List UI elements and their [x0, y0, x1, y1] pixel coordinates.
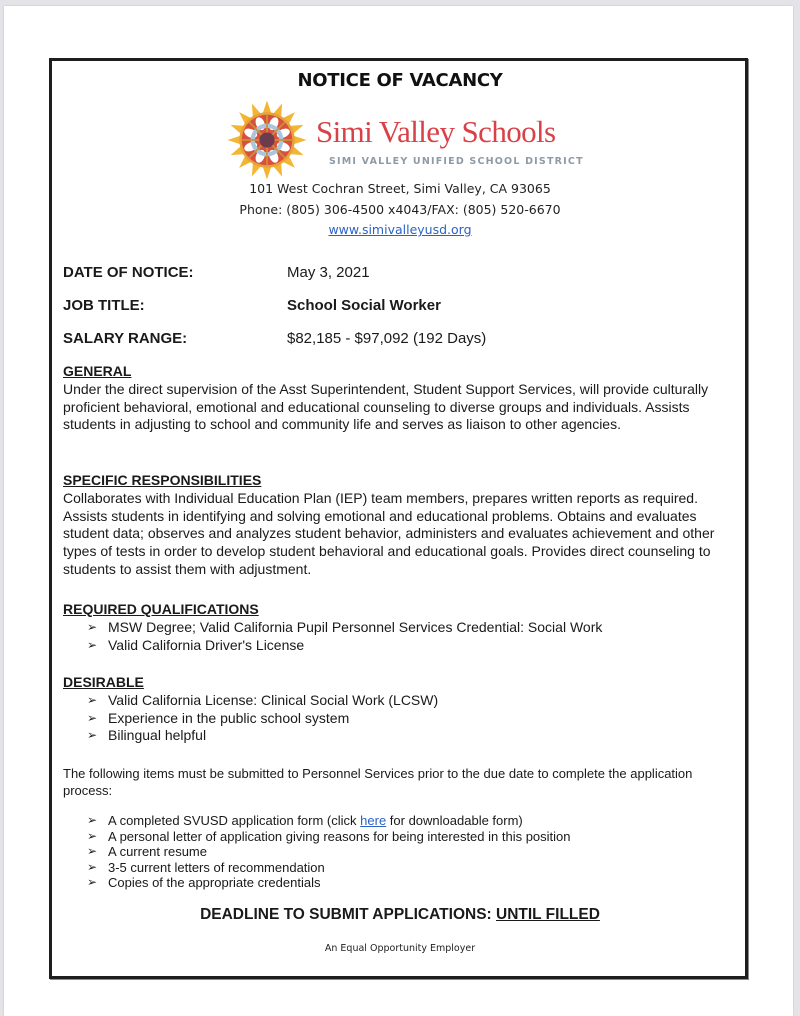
- arrow-bullet-icon: ➢: [87, 828, 98, 843]
- general-heading: GENERAL: [63, 363, 132, 379]
- date-of-notice-value: May 3, 2021: [287, 264, 370, 281]
- deadline-value: UNTIL FILLED: [496, 906, 600, 923]
- district-phone: Phone: (805) 306-4500 x4043/FAX: (805) 520-6670: [239, 202, 561, 217]
- district-logo-name: Simi Valley Schools: [316, 114, 556, 149]
- arrow-bullet-icon: ➢: [87, 710, 98, 725]
- arrow-bullet-icon: ➢: [87, 844, 98, 859]
- list-item: ➢ Valid California License: Clinical Social Work (LCSW): [87, 691, 439, 708]
- application-deadline: [0, 906, 800, 924]
- responsibilities-section: [63, 472, 738, 579]
- arrow-bullet-icon: ➢: [87, 813, 98, 827]
- list-item: ➢ Copies of the appropriate credentials: [87, 875, 321, 891]
- salary-range-value: $82,185 - $97,092 (192 Days): [287, 330, 487, 347]
- job-title-label: JOB TITLE:: [63, 297, 145, 314]
- district-website-link[interactable]: www.simivalleyusd.org: [328, 222, 472, 237]
- deadline-label: DEADLINE TO SUBMIT APPLICATIONS:: [200, 906, 497, 923]
- list-item: ➢ 3-5 current letters of recommendation: [87, 859, 325, 875]
- required-qualifications-heading: REQUIRED QUALIFICATIONS: [63, 601, 259, 617]
- responsibilities-heading: SPECIFIC RESPONSIBILITIES: [63, 472, 262, 488]
- required-qualifications-section: [63, 601, 738, 654]
- responsibilities-text: Collaborates with Individual Education Plan (IEP) team members, prepares written reports as required. Assists students in identifying and solving emotional and educational problems. Obtains and evaluates student data; observes and analyzes student behavior, administers and evaluates achievement and other types of tests in order to develop student behavioral and educational goals. Provides direct counseling to students to assist them with adjustment.: [63, 489, 715, 577]
- list-item: ➢ Bilingual helpful: [87, 727, 207, 744]
- job-title-value: School Social Worker: [287, 297, 441, 314]
- district-address: 101 West Cochran Street, Simi Valley, CA 93065: [249, 181, 551, 196]
- page-title: NOTICE OF VACANCY: [297, 70, 503, 91]
- desirable-heading: DESIRABLE: [63, 674, 144, 690]
- general-text: Under the direct supervision of the Asst Superintendent, Student Support Services, will provide culturally proficient behavioral, emotional and educational counseling to diverse groups and individuals. Assists students in adjusting to school and community life and serves as liaison to other agencies.: [63, 380, 709, 433]
- equal-opportunity-statement: An Equal Opportunity Employer: [324, 943, 476, 954]
- arrow-bullet-icon: ➢: [87, 859, 98, 874]
- general-section: [63, 363, 738, 434]
- application-items-section: [63, 813, 738, 891]
- arrow-bullet-icon: ➢: [87, 637, 98, 652]
- district-logo-subtitle: SIMI VALLEY UNIFIED SCHOOL DISTRICT: [329, 156, 584, 167]
- arrow-bullet-icon: ➢: [87, 875, 98, 890]
- date-of-notice-label: DATE OF NOTICE:: [63, 264, 194, 281]
- salary-range-label: SALARY RANGE:: [63, 330, 188, 347]
- list-item: ➢ Valid California Driver's License: [87, 636, 305, 653]
- arrow-bullet-icon: ➢: [87, 619, 98, 634]
- download-form-link[interactable]: here: [360, 813, 387, 828]
- application-intro: The following items must be submitted to Personnel Services prior to the due date to complete the application process:: [63, 766, 693, 798]
- list-item: ➢ Experience in the public school system: [87, 709, 350, 726]
- arrow-bullet-icon: ➢: [87, 692, 98, 707]
- sunburst-emblem-icon: [222, 98, 312, 182]
- arrow-bullet-icon: ➢: [87, 728, 98, 743]
- desirable-section: [63, 674, 738, 745]
- list-item: ➢ A personal letter of application giving reasons for being interested in this position: [87, 828, 571, 844]
- list-item: ➢ A completed SVUSD application form (click here for downloadable form): [87, 813, 523, 828]
- list-item: ➢ A current resume: [87, 844, 207, 860]
- list-item: ➢ MSW Degree; Valid California Pupil Personnel Services Credential: Social Work: [87, 618, 603, 635]
